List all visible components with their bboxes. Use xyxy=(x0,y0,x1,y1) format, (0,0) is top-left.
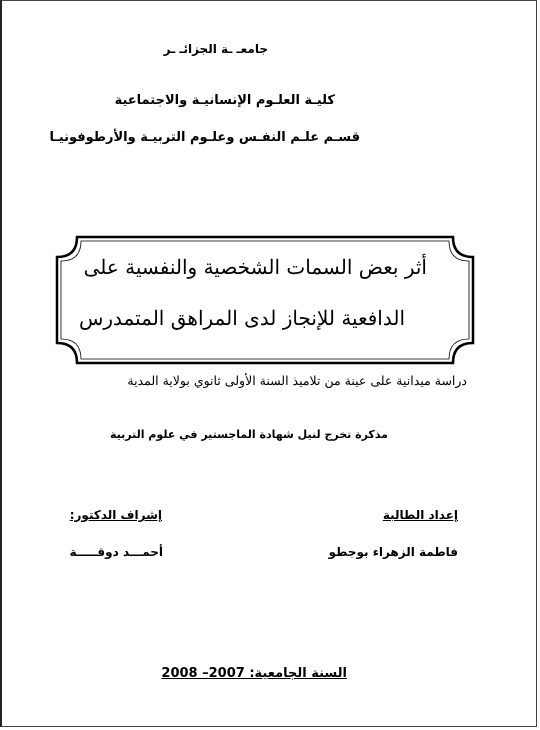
thesis-title-line-2: الدافعية للإنجاز لدى المراهق المتمدرس xyxy=(78,306,405,330)
department-name: قسـم علـم النفـس وعلـوم التربيـة والأرطوفونيـا xyxy=(49,130,360,145)
student-label: إعداد الطالبة xyxy=(382,508,458,522)
thesis-title-line-1: أثر بعض السمات الشخصية والنفسية على xyxy=(83,255,427,279)
faculty-name: كليـة العلـوم الإنسانيـة والاجتماعية xyxy=(114,93,335,108)
supervisor-label: إشراف الدكتور: xyxy=(69,508,162,522)
university-name: جامعـ ـة الجزائـ ـر xyxy=(163,42,268,56)
degree-memo: مذكرة تخرج لنيل شهادة الماجستير في علوم التربية xyxy=(110,428,388,441)
student-name: فاطمة الزهراء بوجطو xyxy=(328,545,458,559)
academic-year: السنة الجامعية: 2007– 2008 xyxy=(161,666,347,681)
supervisor-name: أحمـــد دوقـــــة xyxy=(69,545,163,559)
study-subtitle: دراسة ميدانية على عينة من تلاميذ السنة الأولى ثانوي بولاية المدية xyxy=(127,373,467,388)
